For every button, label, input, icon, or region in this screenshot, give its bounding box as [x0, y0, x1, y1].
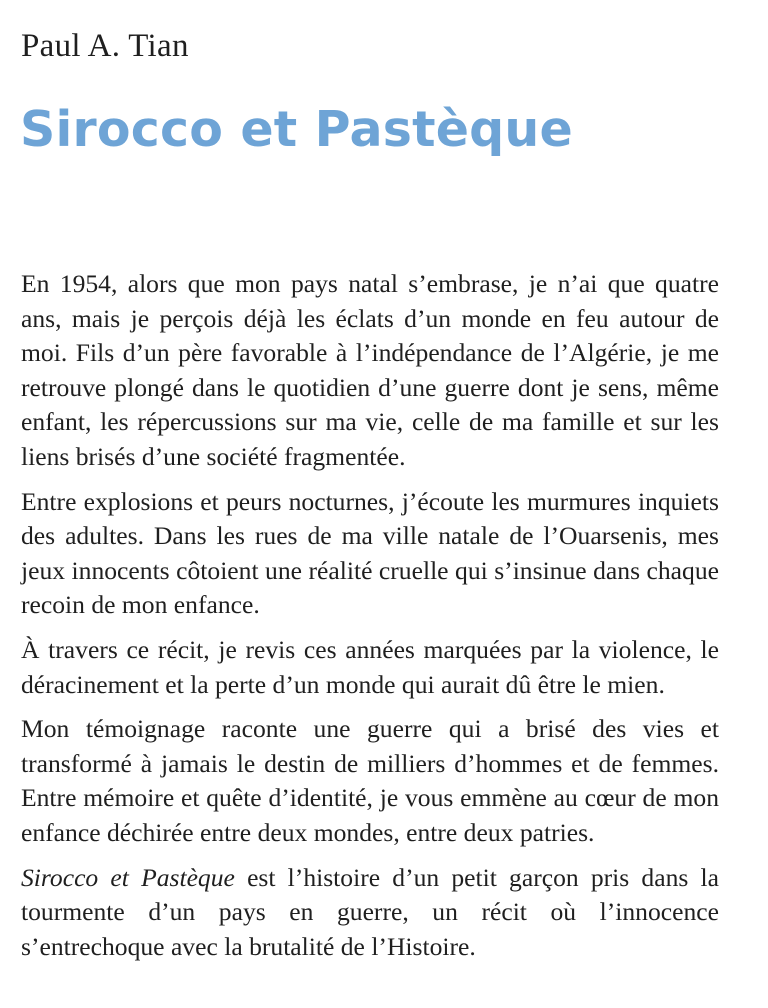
- blurb-paragraph-3: À travers ce récit, je revis ces années marquées par la violence, le déracinement et la perte d’un monde qui aurait dû être le mien.: [21, 634, 719, 699]
- italic-book-title: Sirocco et Pastèque: [21, 862, 235, 892]
- book-title: Sirocco et Pastèque: [20, 101, 573, 158]
- blurb-paragraph-2: Entre explosions et peurs nocturnes, j’écoute les murmures inquiets des adultes. Dans les rues de ma ville natale de l’Ouarsenis, mes jeux innocents côtoient une réalité cruelle qui s’insinue dans chaque recoin de mon enfance.: [21, 486, 719, 620]
- blurb-paragraph-5: [21, 861, 719, 965]
- blurb-paragraph-5-text: est l’histoire d’un petit garçon pris dans la tourmente d’un pays en guerre, un récit où l’innocence s’entrechoque avec la brutalité de l’Histoire.: [21, 862, 719, 961]
- blurb-text: [21, 267, 719, 964]
- blurb-paragraph-4: Mon témoignage raconte une guerre qui a brisé des vies et transformé à jamais le destin de milliers d’hommes et de femmes. Entre mémoire et quête d’identité, je vous emmène au cœur de mon enfance déchirée entre deux mondes, entre deux patries.: [21, 714, 719, 847]
- blurb-paragraph-1: En 1954, alors que mon pays natal s’embrase, je n’ai que quatre ans, mais je perçois déjà les éclats d’un monde en feu autour de moi. Fils d’un père favorable à l’indépendance de l’Algérie, je me retrouve plongé dans le quotidien d’une guerre dont je sens, même enfant, les répercussions sur ma vie, celle de ma famille et sur les liens brisés d’une société fragmentée.: [21, 269, 719, 471]
- author-name: Paul A. Tian: [21, 28, 189, 64]
